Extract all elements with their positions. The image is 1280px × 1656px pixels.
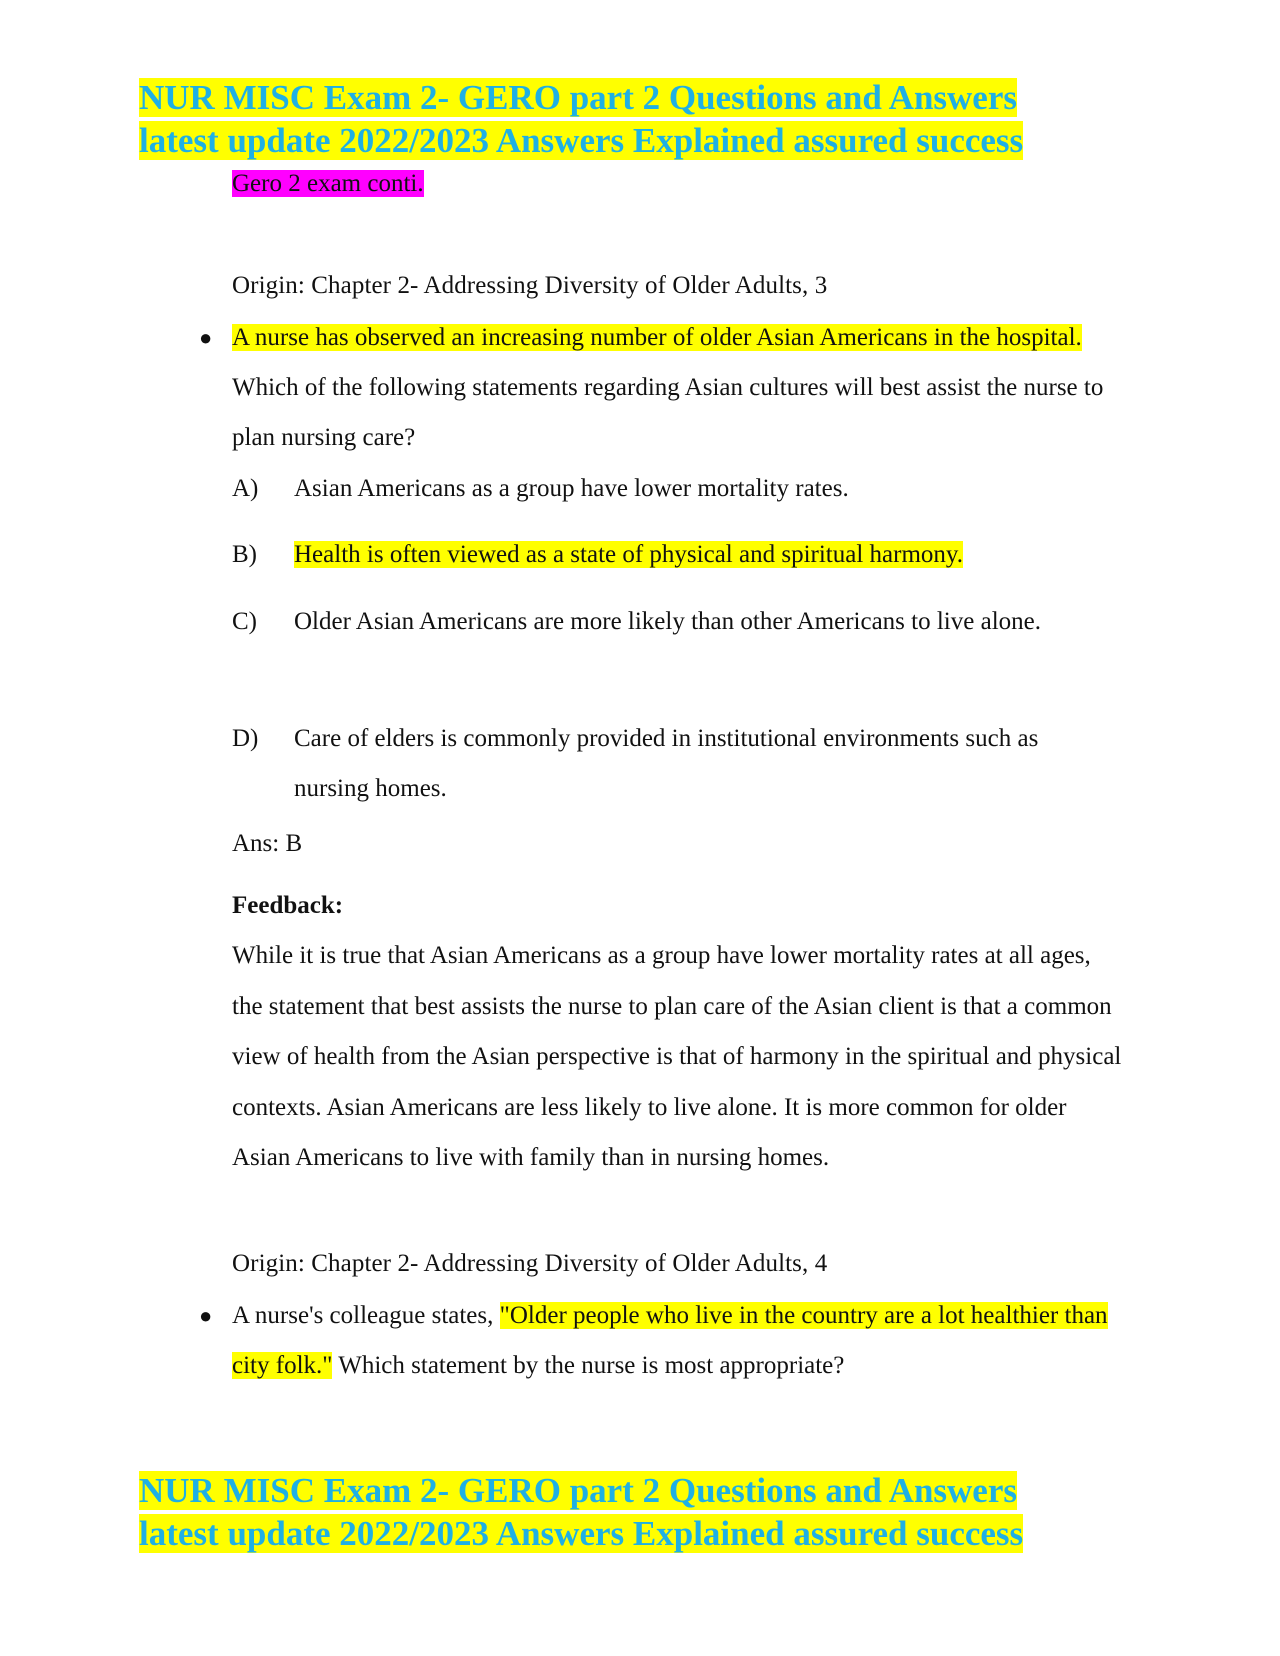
question-stem: [199, 313, 1112, 463]
option-text: Older Asian Americans are more likely than other Americans to live alone.: [294, 608, 1041, 635]
document-header-banner: [139, 76, 1139, 162]
option-letter: A): [232, 475, 259, 502]
question-stem-highlight: A nurse has observed an increasing number of older Asian Americans in the hospital.: [232, 324, 1082, 351]
answer-option-c: [232, 597, 1112, 647]
banner-title-line-2: latest update 2022/2023 Answers Explained assured success: [139, 1514, 1024, 1553]
question-stem-text: Which statement by the nurse is most appropriate?: [332, 1352, 845, 1379]
banner-title-line-1: NUR MISC Exam 2- GERO part 2 Questions and Answers: [139, 1471, 1017, 1510]
feedback-heading: Feedback:: [232, 892, 344, 919]
document-footer-banner: [139, 1469, 1139, 1555]
feedback-text: While it is true that Asian Americans as a group have lower mortality rates at all ages, the statement that best assists the nurse to plan care of the Asian client is that a common view of health from the Asian perspective is that of harmony in the spiritual and physical contexts. Asian Americans are less likely to live alone. It is more common for older Asian Americans to live with family than in nursing homes.: [232, 942, 1122, 1171]
answer-option-b: [232, 530, 1112, 580]
option-text: Asian Americans as a group have lower mortality rates.: [294, 475, 849, 502]
question-stem-highlight: city folk.": [232, 1352, 333, 1379]
question-stem: [199, 1291, 1112, 1391]
answer-option-d: [232, 714, 1112, 814]
option-letter: D): [232, 725, 259, 752]
option-letter: B): [232, 541, 257, 568]
answer-option-a: [232, 464, 1112, 514]
bullet-icon: ●: [199, 325, 213, 350]
question-origin: Origin: Chapter 2- Addressing Diversity of Older Adults, 4: [232, 1250, 828, 1277]
option-text-highlighted: Health is often viewed as a state of physical and spiritual harmony.: [294, 541, 964, 568]
question-stem-highlight: "Older people who live in the country are a lot healthier than: [499, 1302, 1108, 1329]
option-letter: C): [232, 608, 257, 635]
banner-title-line-1: NUR MISC Exam 2- GERO part 2 Questions and Answers: [139, 78, 1017, 117]
question-origin: Origin: Chapter 2- Addressing Diversity of Older Adults, 3: [232, 272, 828, 299]
option-text: Care of elders is commonly provided in institutional environments such as nursing homes.: [294, 725, 1039, 802]
section-subtitle: [232, 170, 424, 198]
banner-title-line-2: latest update 2022/2023 Answers Explained assured success: [139, 121, 1024, 160]
subtitle-text: Gero 2 exam conti.: [232, 170, 424, 197]
question-stem-text: Which of the following statements regarding Asian cultures will best assist the nurse to plan nursing care?: [232, 374, 1104, 451]
bullet-icon: ●: [199, 1303, 213, 1328]
question-stem-text: A nurse's colleague states,: [232, 1302, 500, 1329]
answer-key: Ans: B: [232, 830, 303, 857]
